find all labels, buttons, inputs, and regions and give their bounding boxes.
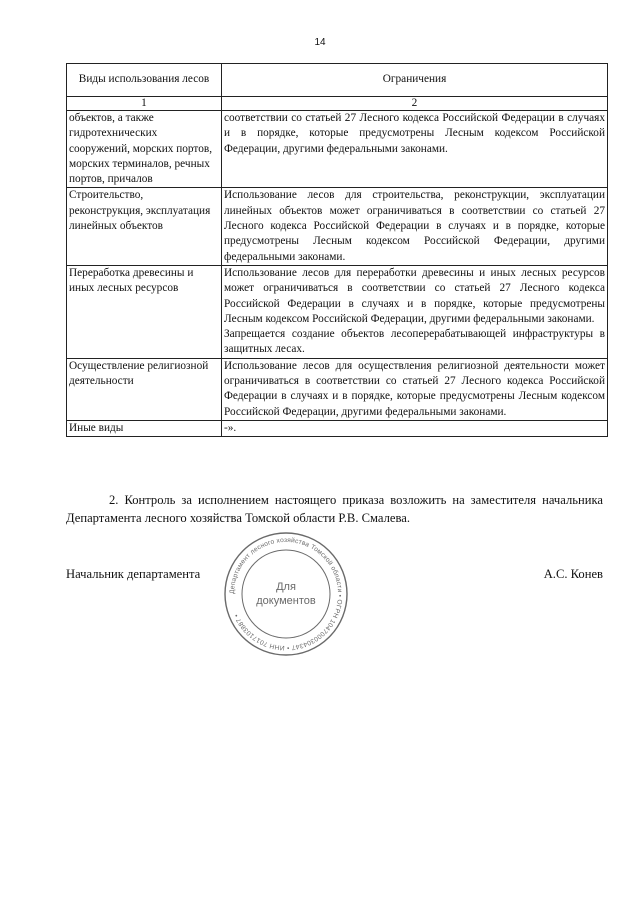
restriction-cell: [222, 420, 608, 436]
stamp-outer-ring: [225, 533, 347, 655]
forest-use-type: Переработка древесины и иных лесных ресурсов: [69, 266, 194, 295]
stamp-ring-text: [229, 536, 343, 651]
restriction-text: Использование лесов для строительства, реконструкции, эксплуатации линейных объектов может ограничиваться в соответствии со статьей 27 Лесного кодекса Российской Федерации в случаях и в порядке, которые предусмотрены Лесным кодексом Российской Федерации, другими федеральными законами.: [224, 189, 605, 263]
table-numbering-row: [67, 97, 608, 111]
forest-use-type-cell: [67, 111, 222, 188]
table-row: [67, 188, 608, 265]
control-paragraph: 2. Контроль за исполнением настоящего приказа возложить на заместителя начальника Департамента лесного хозяйства Томской области Р.В. Смалева.: [66, 493, 603, 525]
stamp-center-line-1: Для: [276, 581, 296, 593]
restriction-cell: [222, 188, 608, 265]
table-header-row: [67, 64, 608, 97]
restriction-cell: [222, 358, 608, 420]
column-number-1: 1: [67, 97, 222, 111]
restriction-cell: [222, 111, 608, 188]
signatory-position: Начальник департамента: [66, 567, 201, 581]
table-row: [67, 420, 608, 436]
table-row: [67, 265, 608, 358]
restriction-text: Использование лесов для переработки древесины и иных лесных ресурсов может ограничиваться в соответствии со статьей 27 Лесного кодекса Российской Федерации в случаях и в порядке, которые предусмотрены Лесным кодексом Российской Федерации, другими федеральными законами.: [224, 266, 605, 325]
header-forest-use-types: Виды использования лесов: [67, 64, 222, 97]
stamp-inner-ring: [242, 550, 330, 638]
restriction-text: соответствии со статьей 27 Лесного кодекса Российской Федерации в случаях и в порядке, которые предусмотрены Лесным кодексом Российской Федерации, другими федеральными законами.: [224, 112, 605, 155]
forest-use-type: Иные виды: [69, 421, 124, 434]
restriction-prohibition-text: Запрещается создание объектов лесоперерабатывающей инфраструктуры в защитных лесах.: [224, 328, 605, 356]
forest-use-type-cell: [67, 358, 222, 420]
restriction-cell: [222, 265, 608, 358]
page-number: 14: [314, 37, 326, 48]
restriction-text: Использование лесов для осуществления религиозной деятельности может ограничиваться в соответствии со статьей 27 Лесного кодекса Российской Федерации в случаях и в порядке, которые предусмотрены Лесным кодексом Российской Федерации, другими федеральными законами.: [224, 359, 605, 418]
stamp-ring-text-path: Департамент лесного хозяйства Томской области • ОГРН 1047000304347 • ИНН 7017103887 •: [228, 536, 344, 652]
stamp-center-line-2: документов: [256, 595, 316, 607]
table-row: [67, 111, 608, 188]
table-row: [67, 358, 608, 420]
signatory-name: А.С. Конев: [543, 567, 603, 581]
restriction-text: -».: [224, 421, 237, 434]
header-restrictions: Ограничения: [222, 64, 608, 97]
column-number-2: 2: [222, 97, 608, 111]
forest-use-type: Строительство, реконструкция, эксплуатация линейных объектов: [69, 189, 211, 233]
restrictions-table: [66, 63, 608, 437]
forest-use-type-cell: [67, 188, 222, 265]
forest-use-type-cell: [67, 265, 222, 358]
forest-use-type-cell: [67, 420, 222, 436]
forest-use-type: Осуществление религиозной деятельности: [69, 359, 209, 388]
forest-use-type: объектов, а также гидротехнических сооружений, морских портов, морских терминалов, речных портов, причалов: [69, 112, 213, 186]
official-stamp: [222, 530, 350, 658]
